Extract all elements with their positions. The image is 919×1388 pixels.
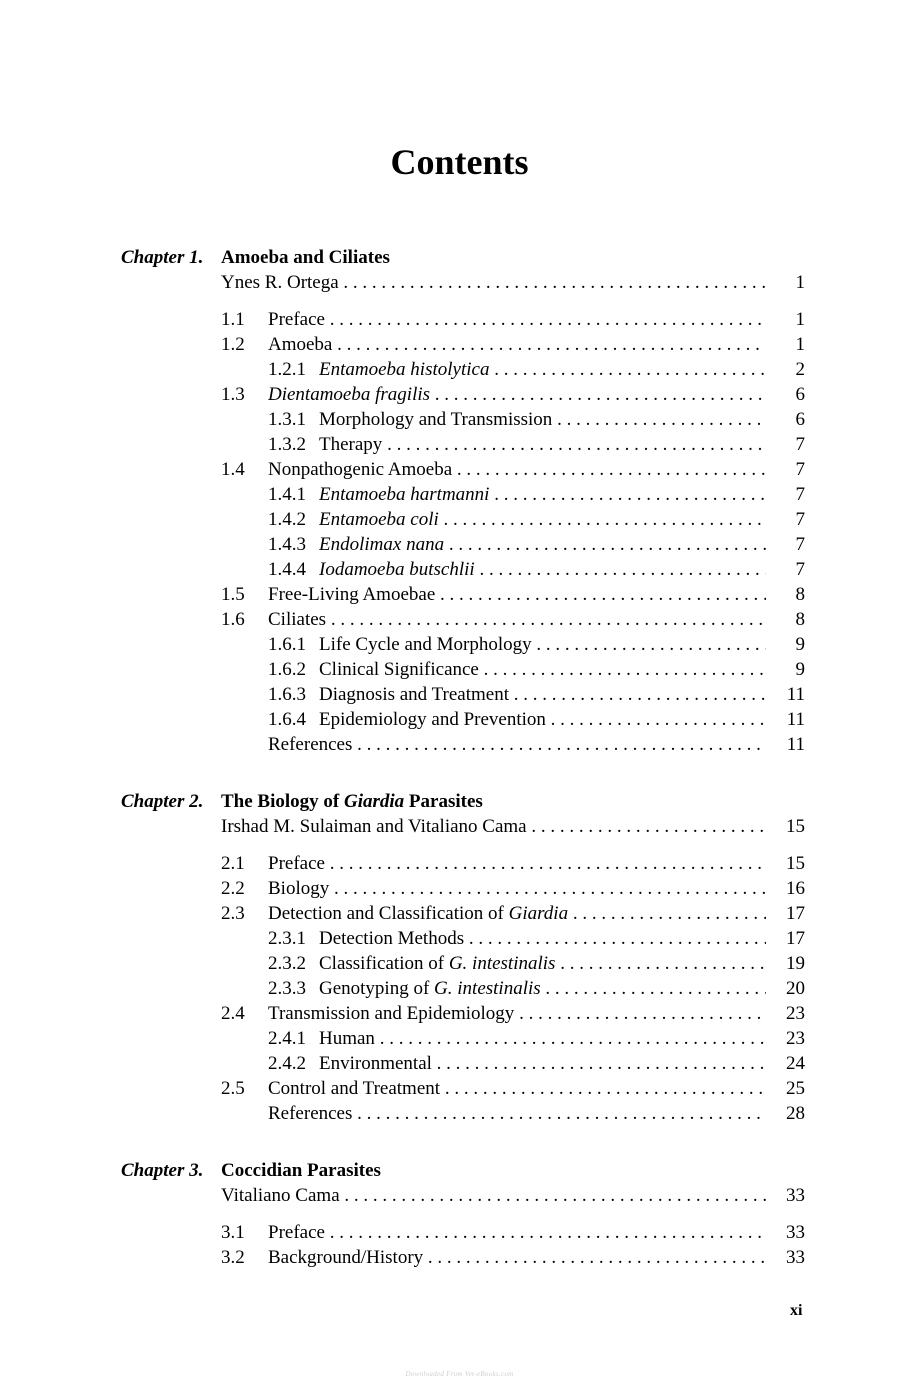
section-number: 2.3 <box>221 903 245 924</box>
section-number: 1.5 <box>221 584 245 605</box>
section-page-number: 11 <box>786 709 805 730</box>
section-number: 3.1 <box>221 1222 245 1243</box>
section-title <box>268 582 766 607</box>
toc-entry[interactable] <box>268 407 766 432</box>
section-number: 2.5 <box>221 1078 245 1099</box>
section-number: 2.3.3 <box>268 978 306 999</box>
section-title-text: Clinical Significance <box>319 659 479 680</box>
section-number: 1.2.1 <box>268 359 306 380</box>
section-number: 1.6.2 <box>268 659 306 680</box>
toc-entry[interactable] <box>221 732 766 757</box>
section-title-text: Genotyping of <box>319 978 435 999</box>
chapter-block <box>0 245 919 770</box>
section-number: 2.4 <box>221 1003 245 1024</box>
section-page-number: 6 <box>795 384 805 405</box>
toc-entry[interactable] <box>221 582 766 607</box>
chapter-label: Chapter 3. <box>121 1160 204 1181</box>
section-title <box>268 732 766 757</box>
section-title <box>268 1076 766 1101</box>
section-title <box>268 332 766 357</box>
section-title <box>319 532 766 557</box>
section-title <box>319 1026 766 1051</box>
chapter-title-part: The Biology of <box>221 791 344 812</box>
toc-entry[interactable] <box>268 432 766 457</box>
toc-entry[interactable] <box>221 1001 766 1026</box>
section-title <box>268 1001 766 1026</box>
section-title-text: Endolimax nana <box>319 534 445 555</box>
section-page-number: 23 <box>786 1003 805 1024</box>
toc-entry[interactable] <box>268 951 766 976</box>
section-page-number: 7 <box>795 559 805 580</box>
toc-entry[interactable] <box>221 901 766 926</box>
section-page-number: 6 <box>795 409 805 430</box>
section-title-italic: G. intestinalis <box>448 953 556 974</box>
section-title <box>268 457 766 482</box>
toc-entry[interactable] <box>221 1245 766 1270</box>
watermark: Downloaded From Vet-eBooks.com <box>405 1370 514 1378</box>
section-title-text: References <box>268 734 353 755</box>
toc-entry[interactable] <box>268 657 766 682</box>
section-title-text: Entamoeba histolytica <box>319 359 490 380</box>
chapter-title-part: Giardia <box>343 791 405 812</box>
chapter-title-part: Parasites <box>404 791 483 812</box>
section-title-text: Life Cycle and Morphology <box>319 634 532 655</box>
section-page-number: 33 <box>786 1222 805 1243</box>
section-number: 1.4.2 <box>268 509 306 530</box>
section-number: 1.4.1 <box>268 484 306 505</box>
section-title <box>268 307 766 332</box>
section-title-text: Ciliates <box>268 609 327 630</box>
section-number: 2.4.1 <box>268 1028 306 1049</box>
section-title-text: Transmission and Epidemiology <box>268 1003 515 1024</box>
section-page-number: 11 <box>786 734 805 755</box>
section-page-number: 7 <box>795 534 805 555</box>
section-page-number: 20 <box>786 978 805 999</box>
section-number: 1.1 <box>221 309 245 330</box>
section-page-number: 25 <box>786 1078 805 1099</box>
section-number: 1.4.3 <box>268 534 306 555</box>
chapter-block <box>0 1158 919 1283</box>
section-title-text: Iodamoeba butschlii <box>319 559 475 580</box>
chapter-label: Chapter 1. <box>121 247 204 268</box>
section-title <box>319 407 766 432</box>
section-title <box>319 951 766 976</box>
section-title <box>319 1051 766 1076</box>
chapter-title-part: Coccidian Parasites <box>221 1160 381 1181</box>
page-title: Contents <box>390 142 529 182</box>
toc-entry[interactable] <box>268 1051 766 1076</box>
chapter-block <box>0 789 919 1139</box>
section-page-number: 7 <box>795 484 805 505</box>
chapter-title-part: Amoeba and Ciliates <box>221 247 390 268</box>
section-page-number: 7 <box>795 459 805 480</box>
section-title-text: Detection Methods <box>319 928 465 949</box>
section-title-text: Epidemiology and Prevention <box>319 709 546 730</box>
toc-entry[interactable] <box>221 1101 766 1126</box>
section-page-number: 1 <box>795 309 805 330</box>
section-title-text: Control and Treatment <box>268 1078 441 1099</box>
chapter-author: Irshad M. Sulaiman and Vitaliano Cama . . . <box>221 814 766 839</box>
chapter-title <box>221 789 483 814</box>
section-page-number: 33 <box>786 1247 805 1268</box>
section-title-italic: G. intestinalis <box>434 978 541 999</box>
section-title-text: Human <box>319 1028 375 1049</box>
toc-entry[interactable] <box>268 482 766 507</box>
section-number: 1.6.3 <box>268 684 306 705</box>
section-number: 1.6 <box>221 609 245 630</box>
section-page-number: 16 <box>786 878 805 899</box>
section-number: 1.3 <box>221 384 245 405</box>
toc-entry[interactable] <box>221 876 766 901</box>
section-title <box>268 876 766 901</box>
section-page-number: 9 <box>795 659 805 680</box>
section-number: 3.2 <box>221 1247 245 1268</box>
section-title <box>319 682 766 707</box>
section-title <box>319 926 766 951</box>
section-page-number: 28 <box>786 1103 805 1124</box>
section-title-text: Entamoeba hartmanni <box>319 484 490 505</box>
section-title-text: Morphology and Transmission <box>319 409 553 430</box>
section-number: 2.2 <box>221 878 245 899</box>
section-page-number: 17 <box>786 903 805 924</box>
section-page-number: 15 <box>786 853 805 874</box>
section-title-text: Environmental <box>319 1053 432 1074</box>
section-page-number: 2 <box>795 359 805 380</box>
toc-entry[interactable] <box>221 457 766 482</box>
section-title-text: Amoeba <box>268 334 333 355</box>
section-number: 1.6.1 <box>268 634 306 655</box>
section-number: 1.6.4 <box>268 709 306 730</box>
section-title-text: Detection and Classification of <box>268 903 509 924</box>
section-title <box>319 357 766 382</box>
toc-entry[interactable] <box>268 557 766 582</box>
section-number: 2.3.1 <box>268 928 306 949</box>
chapter-title <box>221 1158 381 1183</box>
chapter-author: Ynes R. Ortega . . . <box>221 270 766 295</box>
toc-entry[interactable] <box>221 1076 766 1101</box>
section-number: 1.4 <box>221 459 245 480</box>
author-page-number: 1 <box>795 272 805 293</box>
section-title <box>319 707 766 732</box>
section-title <box>319 482 766 507</box>
section-number: 1.4.4 <box>268 559 306 580</box>
section-number: 1.2 <box>221 334 245 355</box>
section-title <box>319 507 766 532</box>
toc-entry[interactable] <box>268 357 766 382</box>
section-page-number: 8 <box>795 584 805 605</box>
toc-entry[interactable] <box>221 1220 766 1245</box>
toc-entry[interactable] <box>268 632 766 657</box>
section-title <box>268 851 766 876</box>
section-title <box>319 432 766 457</box>
section-title-text: Preface <box>268 853 325 874</box>
toc-entry[interactable] <box>221 382 766 407</box>
section-page-number: 17 <box>786 928 805 949</box>
section-page-number: 1 <box>795 334 805 355</box>
section-title <box>319 557 766 582</box>
section-number: 2.4.2 <box>268 1053 306 1074</box>
section-title <box>268 1220 766 1245</box>
section-title-text: Diagnosis and Treatment <box>319 684 509 705</box>
chapter-author: Vitaliano Cama . . . <box>221 1183 766 1208</box>
section-number: 1.3.1 <box>268 409 306 430</box>
toc-entry[interactable] <box>268 682 766 707</box>
section-title-text: Background/History <box>268 1247 424 1268</box>
section-title-text: Biology <box>268 878 330 899</box>
section-title <box>268 607 766 632</box>
section-title <box>268 382 766 407</box>
toc-entry[interactable] <box>221 607 766 632</box>
section-title <box>268 1101 766 1126</box>
toc-entry[interactable] <box>221 851 766 876</box>
section-title-text: Nonpathogenic Amoeba <box>268 459 453 480</box>
toc-entry[interactable] <box>268 976 766 1001</box>
toc-entry[interactable] <box>221 332 766 357</box>
section-page-number: 23 <box>786 1028 805 1049</box>
toc-entry[interactable] <box>268 1026 766 1051</box>
section-title <box>319 976 766 1001</box>
section-title <box>268 901 766 926</box>
section-number: 1.3.2 <box>268 434 306 455</box>
section-page-number: 11 <box>786 684 805 705</box>
toc-entry[interactable] <box>268 507 766 532</box>
author-page-number: 15 <box>786 816 805 837</box>
section-number: 2.3.2 <box>268 953 306 974</box>
chapter-label: Chapter 2. <box>121 791 204 812</box>
section-title-text: Entamoeba coli <box>319 509 439 530</box>
section-title-text: References <box>268 1103 353 1124</box>
chapter-title <box>221 245 390 270</box>
section-title-text: Preface <box>268 1222 325 1243</box>
section-title-text: Free-Living Amoebae <box>268 584 436 605</box>
section-page-number: 8 <box>795 609 805 630</box>
section-title-text: Preface <box>268 309 325 330</box>
page-number: xi <box>790 1302 803 1319</box>
section-page-number: 9 <box>795 634 805 655</box>
toc-entry[interactable] <box>221 307 766 332</box>
section-title-text: Classification of <box>319 953 449 974</box>
toc-entry[interactable] <box>268 532 766 557</box>
section-page-number: 7 <box>795 434 805 455</box>
section-title <box>268 1245 766 1270</box>
section-title <box>319 632 766 657</box>
section-title-italic: Giardia <box>508 903 569 924</box>
toc-entry[interactable] <box>268 707 766 732</box>
section-number: 2.1 <box>221 853 245 874</box>
section-page-number: 19 <box>786 953 805 974</box>
section-title <box>319 657 766 682</box>
section-title-text: Dientamoeba fragilis <box>268 384 431 405</box>
section-page-number: 7 <box>795 509 805 530</box>
section-title-text: Therapy <box>319 434 383 455</box>
toc-entry[interactable] <box>268 926 766 951</box>
author-page-number: 33 <box>786 1185 805 1206</box>
section-page-number: 24 <box>786 1053 805 1074</box>
